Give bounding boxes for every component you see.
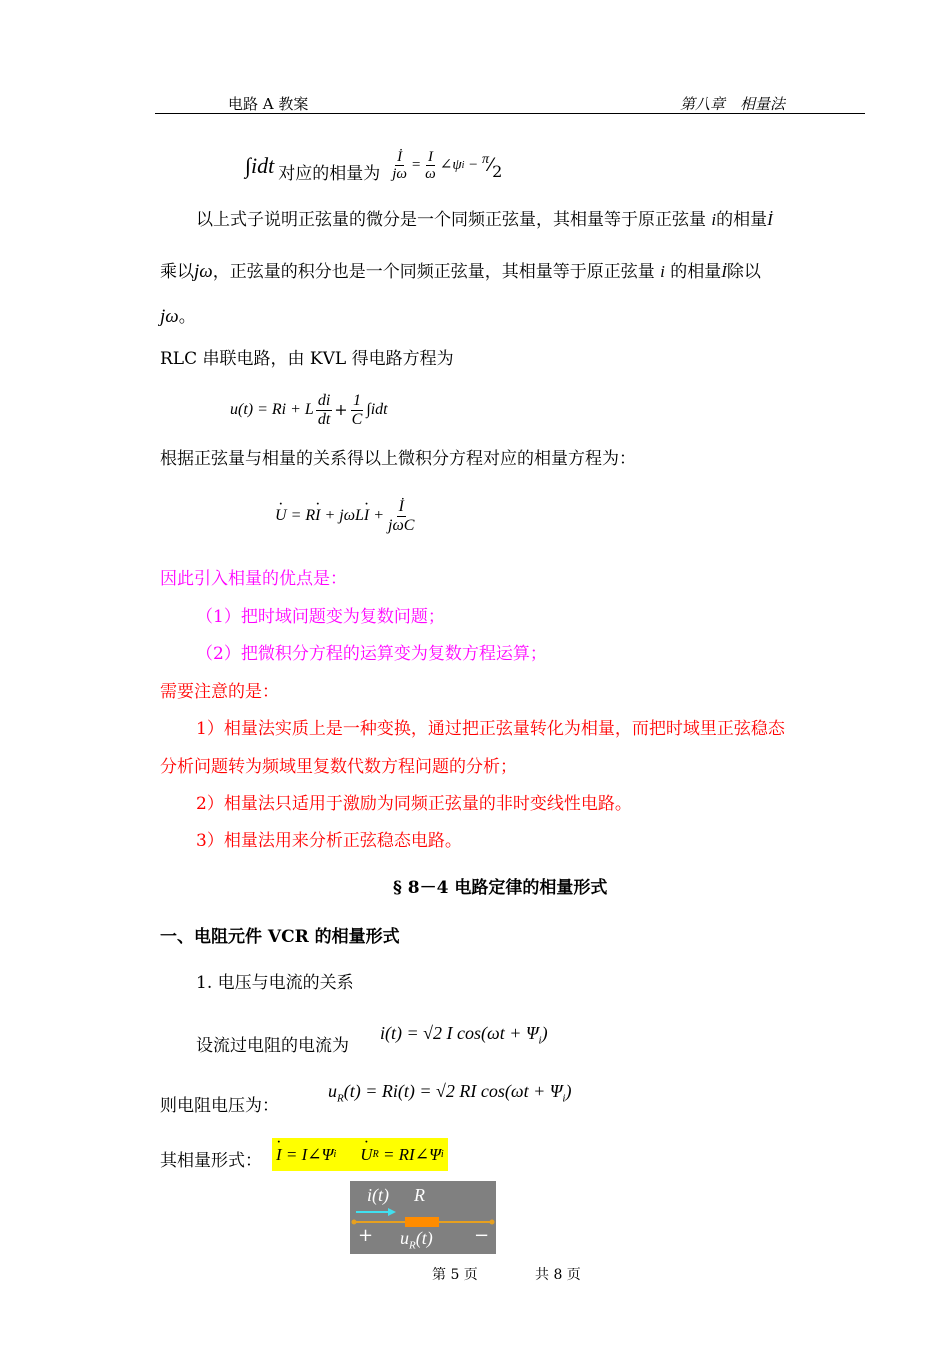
current-label: 设流过电阻的电流为 — [196, 1036, 349, 1056]
phasor-form-U-sub2: i — [440, 1148, 444, 1160]
integral-den: jω — [392, 166, 408, 182]
circuit-node-right — [490, 1220, 495, 1225]
current-eq-close: ) — [541, 1023, 548, 1043]
integral-label: 对应的相量为 — [278, 164, 381, 184]
phasor-intro: 根据正弦量与相量的关系得以上微积分方程对应的相量方程为： — [160, 449, 636, 469]
circuit-voltage-u: u — [400, 1228, 409, 1248]
time-eq-lhs: u(t) = Ri + L — [230, 401, 314, 419]
subsection-title: 一、电阻元件 VCR 的相量形式 — [160, 927, 400, 947]
note-item-1-line1: 1）相量法实质上是一种变换，通过把正弦量转化为相量，而把时域里正弦稳态 — [196, 719, 785, 739]
para1-jw1: jω — [194, 261, 213, 282]
time-eq-dnum: di — [317, 392, 331, 409]
voltage-eq-u: u — [328, 1081, 337, 1101]
para1-line1 — [196, 211, 773, 229]
phasor-eq-Ib: · I — [364, 508, 369, 524]
para1-i1: i — [711, 210, 717, 229]
phasor-eq-num: İ — [398, 498, 404, 515]
para1-text2a: 乘以 — [160, 262, 194, 282]
integral-frac2-den: ω — [425, 166, 436, 182]
phasor-form-U-sub: R — [372, 1148, 379, 1160]
section-title: § 8－4 电路定律的相量形式 — [393, 878, 608, 898]
current-eq: i(t) = √2 I cos(ωt + Ψ — [380, 1023, 539, 1043]
integral-fraction — [390, 149, 409, 183]
note-item-3: 3）相量法用来分析正弦稳态电路。 — [196, 831, 462, 851]
para1-line3 — [160, 307, 196, 326]
para1-text2c: 的相量 — [670, 262, 722, 282]
circuit-voltage-sub: R — [409, 1239, 416, 1252]
advantage-item-2: （2）把微积分方程的运算变为复数方程运算； — [196, 644, 547, 664]
para1-text1b: 的相量 — [716, 210, 768, 230]
time-eq-cnum: 1 — [353, 392, 361, 409]
current-equation — [380, 1024, 548, 1047]
header-rule — [155, 113, 865, 114]
phasor-equation — [275, 498, 418, 534]
voltage-equation — [328, 1082, 571, 1105]
circuit-minus: − — [474, 1225, 490, 1246]
para1-I2: İ — [721, 262, 727, 281]
integral-num: İ — [397, 148, 403, 165]
footer-total: 共 8 页 — [535, 1267, 581, 1283]
time-eq-plus: + — [334, 400, 348, 420]
time-equation — [230, 392, 388, 428]
integral-pi-den: 2 — [492, 161, 503, 181]
notes-title: 需要注意的是： — [160, 682, 279, 702]
integral-eq: = — [411, 157, 422, 173]
time-eq-deriv — [316, 392, 332, 428]
phasor-eq-U: · U — [275, 508, 287, 524]
phasor-form-U: · U — [360, 1146, 372, 1163]
circuit-voltage-tail: (t) — [415, 1228, 433, 1248]
para1-i2: i — [660, 262, 665, 281]
circuit-resistor — [405, 1217, 439, 1227]
phasor-form-I: · I — [276, 1146, 282, 1163]
time-eq-cden: C — [351, 410, 363, 428]
phasor-eq-frac — [386, 498, 416, 534]
integral-frac2-num: I — [427, 148, 433, 165]
para1-period: 。 — [178, 307, 196, 327]
note-item-1-line2: 分析问题转为频域里复数代数方程问题的分析； — [160, 757, 517, 777]
para1-text1: 以上式子说明正弦量的微分是一个同频正弦量，其相量等于原正弦量 — [196, 210, 706, 230]
phasor-eq-plus2: + — [369, 507, 385, 525]
circuit-current-label: i(t) — [367, 1185, 389, 1205]
para1-jw2: jω — [160, 306, 179, 327]
integral-formula — [245, 148, 502, 183]
para1-text2d: 除以 — [726, 262, 761, 282]
voltage-eq-rest: (t) = Ri(t) = √2 RI cos(ωt + Ψ — [343, 1081, 563, 1101]
time-eq-dden: dt — [317, 410, 331, 428]
circuit-resistor-label: R — [414, 1185, 425, 1205]
voltage-eq-subR: R — [337, 1092, 344, 1105]
header-left: 电路 A 教案 — [228, 95, 309, 113]
voltage-eq-sub: i — [562, 1092, 566, 1105]
para1-text2b: ，正弦量的积分也是一个同频正弦量，其相量等于原正弦量 — [212, 262, 655, 282]
circuit-node-left — [352, 1220, 357, 1225]
resistor-circuit-diagram — [350, 1181, 496, 1254]
voltage-label: 则电阻电压为： — [160, 1096, 279, 1116]
footer-page: 第 5 页 — [432, 1267, 478, 1283]
current-eq-sub: i — [538, 1034, 542, 1047]
integral-fraction2 — [423, 149, 438, 183]
phasor-form-highlight — [272, 1138, 448, 1171]
item-1: 1. 电压与电流的关系 — [196, 973, 354, 993]
integral-angle-sub: i — [461, 159, 465, 171]
integral-pi: π — [482, 151, 490, 167]
advantages-title: 因此引入相量的优点是： — [160, 569, 347, 589]
integral-slash: ⁄ — [489, 154, 493, 176]
rlc-intro: RLC 串联电路，由 KVL 得电路方程为 — [160, 349, 454, 369]
advantage-item-1: （1）把时域问题变为复数问题； — [196, 607, 445, 627]
phasor-form-label: 其相量形式： — [160, 1151, 262, 1171]
phasor-eq-mid: = R — [286, 507, 316, 525]
para1-line2 — [160, 262, 761, 281]
circuit-arrowhead — [388, 1208, 396, 1216]
phasor-form-I-sub: i — [333, 1148, 337, 1160]
phasor-eq-den: jωC — [388, 516, 415, 534]
phasor-eq-Ia: · I — [315, 508, 320, 524]
time-eq-tail: ∫idt — [366, 401, 388, 419]
phasor-eq-plus1: + jωL — [320, 507, 364, 525]
phasor-form-U-rest: = RI∠Ψ — [378, 1145, 441, 1164]
header-right: 第八章 相量法 — [680, 95, 786, 113]
integral-angle: ∠ψ — [439, 157, 462, 173]
time-eq-cfrac — [350, 392, 365, 428]
circuit-plus: + — [358, 1225, 374, 1246]
voltage-eq-close: ) — [565, 1081, 572, 1101]
circuit-voltage-label — [400, 1228, 433, 1252]
integral-expr: ∫idt — [245, 152, 275, 178]
note-item-2: 2）相量法只适用于激励为同频正弦量的非时变线性电路。 — [196, 794, 632, 814]
integral-minus: − — [464, 157, 483, 173]
para1-I1: İ — [767, 210, 773, 229]
phasor-form-I-rest: = I∠Ψ — [281, 1145, 334, 1164]
